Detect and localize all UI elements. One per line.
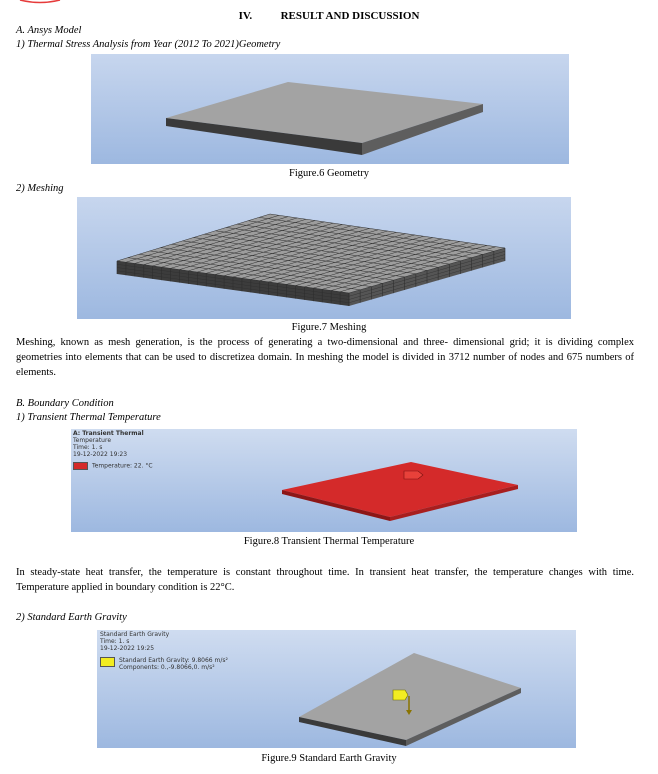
overlay-line-2: Time: 1. s (73, 444, 103, 451)
temperature-legend-swatch (73, 462, 88, 470)
overlay-title: A: Transient Thermal (73, 430, 144, 437)
section-title: RESULT AND DISCUSSION (280, 10, 420, 22)
transient-paragraph: In steady-state heat transfer, the temperature is constant throughout time. In transient heat transfer, the temperature changes with time. Temperature applied in boundary condition is 22°C. (16, 567, 634, 593)
gravity-legend-swatch (100, 657, 115, 667)
item-a2-heading: 2) Meshing (16, 183, 64, 194)
overlay-line-1: Temperature (73, 437, 112, 444)
overlay-legend-row (100, 657, 228, 671)
overlay-legend-text-1: Standard Earth Gravity: 9.8066 m/s² (119, 657, 228, 664)
overlay-legend-text-2: Components: 0.,-9.8066,0. m/s² (119, 664, 215, 671)
header-logo-fragment (0, 0, 70, 4)
overlay-line-2: 19-12-2022 19:25 (100, 645, 155, 652)
section-heading (0, 10, 658, 22)
item-a1-heading: 1) Thermal Stress Analysis from Year (2012 To 2021)Geometry (16, 39, 281, 50)
figure-7-meshing (77, 197, 571, 319)
figure-9-overlay (100, 631, 228, 671)
figure-7-caption: Figure.7 Meshing (291, 322, 367, 333)
subsection-a-heading: A. Ansys Model (16, 25, 82, 36)
overlay-legend-row (73, 462, 153, 470)
figure-6-geometry (91, 54, 569, 164)
figure-8-overlay (73, 430, 153, 470)
figure-8-transient-thermal (71, 429, 577, 532)
figure-8-caption: Figure.8 Transient Thermal Temperature (243, 536, 415, 547)
figure-9-caption: Figure.9 Standard Earth Gravity (261, 753, 397, 764)
section-number: IV. (238, 10, 253, 22)
overlay-title: Standard Earth Gravity (100, 631, 170, 638)
item-b1-heading: 1) Transient Thermal Temperature (16, 412, 161, 423)
overlay-line-1: Time: 1. s (100, 638, 130, 645)
subsection-b-heading: B. Boundary Condition (16, 398, 114, 409)
overlay-legend-text: Temperature: 22. °C (92, 462, 153, 470)
meshing-paragraph: Meshing, known as mesh generation, is the process of generating a two-dimensional and three- dimensional grid; it is dividing complex geometries into elements that can be used to discretizea domain. In meshing the model is divided in 3712 number of nodes and 675 numbers of elements. (16, 337, 634, 378)
figure-9-earth-gravity (97, 630, 576, 748)
figure-6-caption: Figure.6 Geometry (289, 168, 369, 179)
item-b2-heading: 2) Standard Earth Gravity (16, 612, 127, 623)
overlay-line-3: 19-12-2022 19:23 (73, 451, 128, 458)
